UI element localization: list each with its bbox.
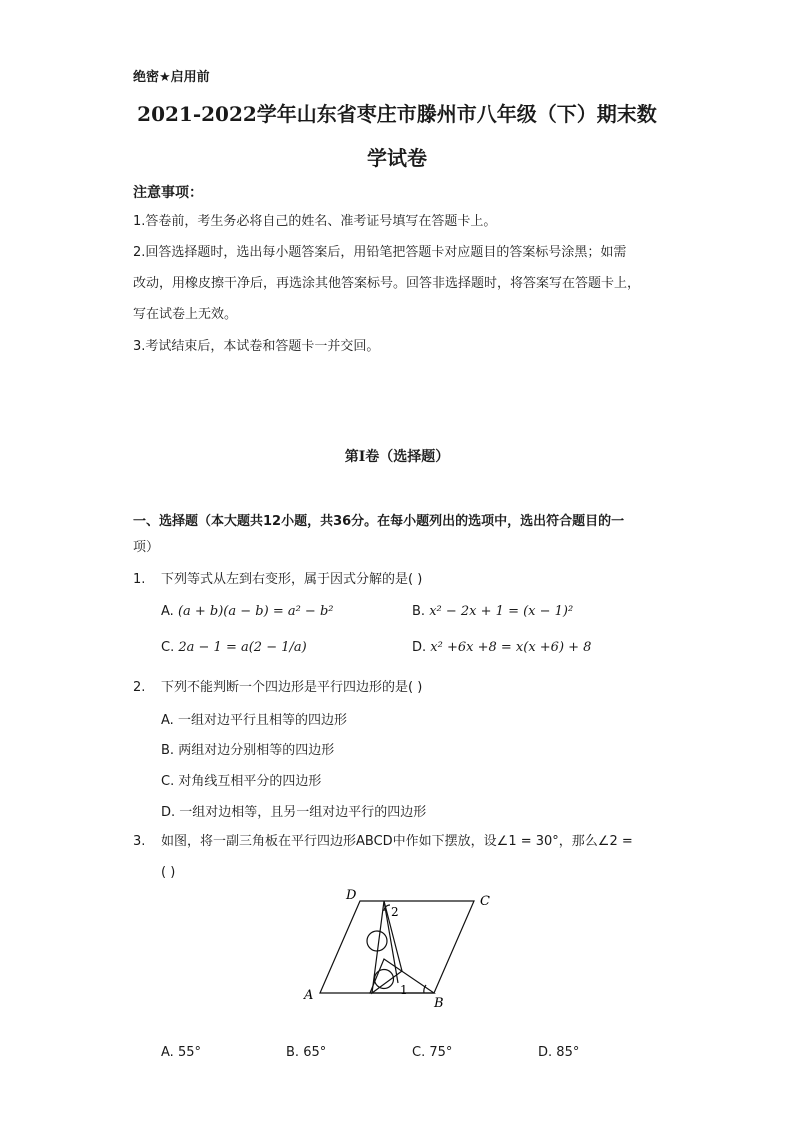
q2-option-c-text: 对角线互相平分的四边形: [178, 774, 322, 789]
notice-item-2: 2.回答选择题时，选出每小题答案后，用铅笔把答题卡对应题目的答案标号涂黑；如需: [133, 245, 627, 260]
q1-option-d-label: D.: [412, 640, 427, 655]
vertex-c-label: C: [480, 894, 490, 909]
vertex-a-label: A: [304, 988, 314, 1003]
q3-option-d-text: 85°: [556, 1045, 580, 1060]
plate-hole-1: [367, 931, 387, 951]
q3-number: 3.: [133, 834, 146, 849]
q3-stem-cont: ( ): [161, 865, 176, 880]
q3-option-c-text: 75°: [429, 1045, 453, 1060]
q3-option-b[interactable]: [286, 1045, 326, 1060]
angle-2-label: 2: [391, 905, 399, 919]
q3-stem: 如图，将一副三角板在平行四边形ABCD中作如下摆放，设∠1 = 30°，那么∠2 =: [161, 834, 633, 849]
q2-option-c[interactable]: [161, 770, 321, 789]
q1-stem: 下列等式从左到右变形，属于因式分解的是( ): [161, 572, 423, 587]
notice-item-3: 3.考试结束后，本试卷和答题卡一并交回。: [133, 339, 380, 354]
q3-option-d[interactable]: [538, 1045, 579, 1060]
q1-number: 1.: [133, 572, 146, 587]
q3-option-d-label: D.: [538, 1045, 553, 1060]
q2-option-d-text: 一组对边相等，且另一组对边平行的四边形: [179, 805, 427, 820]
q2-option-b-text: 两组对边分别相等的四边形: [178, 743, 335, 758]
q1-option-d-text: x² +6x +8 = x(x +6) + 8: [430, 640, 592, 655]
q2-option-c-label: C.: [161, 774, 175, 789]
q3-option-c[interactable]: [412, 1045, 452, 1060]
q2-option-b-label: B.: [161, 743, 175, 758]
q2-stem: 下列不能判断一个四边形是平行四边形的是( ): [161, 680, 423, 695]
notice-item-1: 1.答卷前，考生务必将自己的姓名、准考证号填写在答题卡上。: [133, 214, 497, 229]
angle-1-label: 1: [400, 983, 408, 997]
q1-option-a[interactable]: [161, 604, 334, 619]
q1-option-b-text: x² − 2x + 1 = (x − 1)²: [429, 604, 574, 619]
q3-option-b-text: 65°: [303, 1045, 327, 1060]
confidential-label: 绝密★启用前: [133, 70, 210, 85]
q1-option-c[interactable]: [161, 640, 307, 655]
q2-option-a-label: A.: [161, 713, 174, 728]
q2-option-b[interactable]: [161, 739, 334, 758]
notice-item-2-cont2: 写在试卷上无效。: [133, 307, 238, 322]
q3-option-a-label: A.: [161, 1045, 174, 1060]
q1-option-b-label: B.: [412, 604, 426, 619]
part-title: 第I卷（选择题）: [344, 449, 450, 465]
q2-option-d[interactable]: [161, 801, 426, 820]
q2-option-a-text: 一组对边平行且相等的四边形: [177, 713, 347, 728]
q2-option-d-label: D.: [161, 805, 176, 820]
q3-parallelogram-figure: [300, 885, 500, 1010]
exam-title-line1: 2021-2022学年山东省枣庄市滕州市八年级（下）期末数: [137, 102, 657, 126]
q3-option-a-text: 55°: [177, 1045, 201, 1060]
q3-option-b-label: B.: [286, 1045, 300, 1060]
vertex-b-label: B: [434, 996, 444, 1010]
q1-option-a-text: (a + b)(a − b) = a² − b²: [177, 604, 334, 619]
exam-title-line2: 学试卷: [367, 146, 427, 170]
q2-option-a[interactable]: [161, 709, 347, 728]
q1-option-a-label: A.: [161, 604, 174, 619]
q1-option-d[interactable]: [412, 640, 591, 655]
q1-option-b[interactable]: [412, 604, 573, 619]
q1-option-c-text: 2a − 1 = a(2 − 1/a): [178, 640, 307, 655]
q2-number: 2.: [133, 680, 146, 695]
q3-option-c-label: C.: [412, 1045, 426, 1060]
vertex-d-label: D: [346, 888, 357, 903]
notice-heading: 注意事项：: [133, 185, 203, 201]
q1-option-c-label: C.: [161, 640, 175, 655]
section-heading: 一、选择题（本大题共12小题，共36分。在每小题列出的选项中，选出符合题目的一: [133, 514, 625, 529]
notice-item-2-cont: 改动，用橡皮擦干净后，再选涂其他答案标号。回答非选择题时，将答案写在答题卡上，: [133, 276, 641, 291]
section-heading-cont: 项）: [133, 540, 160, 555]
q3-option-a[interactable]: [161, 1045, 201, 1060]
